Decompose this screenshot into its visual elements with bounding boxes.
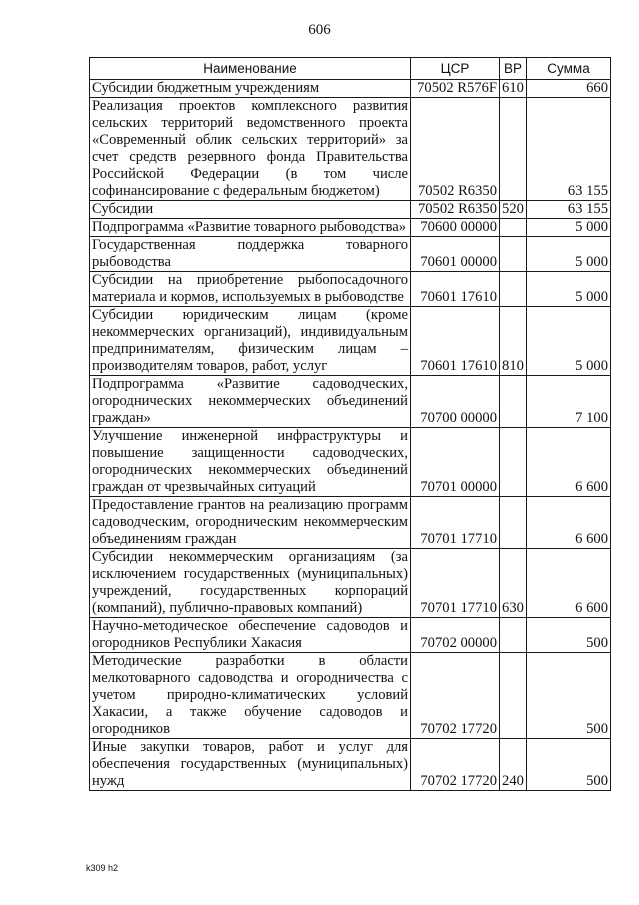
table-row: [90, 497, 611, 549]
row-sum: 63 155: [527, 201, 611, 219]
table-row: [90, 307, 611, 376]
row-csr: 70601 17610: [411, 272, 500, 307]
row-name: Методические разработки в области мелкотоварного садоводства и огородничества с учетом природно-климатических условий Хакасии, а также обучение садоводов и огородников: [90, 653, 411, 739]
table-row: [90, 219, 611, 237]
table-row: [90, 98, 611, 201]
table-row: [90, 80, 611, 98]
row-csr: 70601 17610: [411, 307, 500, 376]
row-vr: [500, 497, 527, 549]
row-csr: 70701 17710: [411, 497, 500, 549]
row-vr: 630: [500, 549, 527, 618]
row-vr: [500, 237, 527, 272]
row-sum: 500: [527, 653, 611, 739]
row-vr: [500, 376, 527, 428]
row-vr: 520: [500, 201, 527, 219]
row-name: Улучшение инженерной инфраструктуры и повышение защищенности садоводческих, огороднических некоммерческих объединений граждан от чрезвычайных ситуаций: [90, 428, 411, 497]
table-row: [90, 237, 611, 272]
row-vr: 610: [500, 80, 527, 98]
row-name: Научно-методическое обеспечение садоводов и огородников Республики Хакасия: [90, 618, 411, 653]
row-sum: 660: [527, 80, 611, 98]
row-sum: 6 600: [527, 549, 611, 618]
row-csr: 70702 00000: [411, 618, 500, 653]
row-name: Субсидии на приобретение рыбопосадочного материала и кормов, используемых в рыбоводстве: [90, 272, 411, 307]
row-name: Реализация проектов комплексного развития сельских территорий ведомственного проекта «Современный облик сельских территорий» за счет средств резервного фонда Правительства Российской Федерации (в том числе софинансирование с федеральным бюджетом): [90, 98, 411, 201]
table-header-row: [90, 58, 611, 80]
header-sum: Сумма: [527, 58, 611, 80]
row-name: Иные закупки товаров, работ и услуг для обеспечения государственных (муниципальных) нужд: [90, 739, 411, 791]
row-sum: 5 000: [527, 237, 611, 272]
table-row: [90, 618, 611, 653]
row-vr: [500, 618, 527, 653]
row-csr: 70601 00000: [411, 237, 500, 272]
row-sum: 6 600: [527, 428, 611, 497]
row-csr: 70600 00000: [411, 219, 500, 237]
table-row: [90, 549, 611, 618]
header-csr: ЦСР: [411, 58, 500, 80]
row-sum: 500: [527, 739, 611, 791]
row-name: Подпрограмма «Развитие садоводческих, огороднических некоммерческих объединений граждан»: [90, 376, 411, 428]
row-csr: 70502 R6350: [411, 98, 500, 201]
row-name: Субсидии: [90, 201, 411, 219]
row-vr: [500, 98, 527, 201]
row-name: Подпрограмма «Развитие товарного рыбоводства»: [90, 219, 411, 237]
row-sum: 7 100: [527, 376, 611, 428]
row-csr: 70502 R576F: [411, 80, 500, 98]
row-sum: 5 000: [527, 272, 611, 307]
row-csr: 70702 17720: [411, 739, 500, 791]
table-row: [90, 739, 611, 791]
row-csr: 70502 R6350: [411, 201, 500, 219]
row-vr: [500, 272, 527, 307]
page-number: 606: [308, 22, 331, 38]
table-row: [90, 201, 611, 219]
table-row: [90, 428, 611, 497]
row-csr: 70702 17720: [411, 653, 500, 739]
row-sum: 5 000: [527, 307, 611, 376]
row-sum: 63 155: [527, 98, 611, 201]
row-sum: 6 600: [527, 497, 611, 549]
row-csr: 70701 00000: [411, 428, 500, 497]
header-vr: ВР: [500, 58, 527, 80]
header-name: Наименование: [90, 58, 411, 80]
row-vr: [500, 428, 527, 497]
row-csr: 70701 17710: [411, 549, 500, 618]
table-row: [90, 376, 611, 428]
document-code: k309 h2: [86, 863, 119, 873]
row-name: Предоставление грантов на реализацию программ садоводческим, огородническим некоммерческим объединениям граждан: [90, 497, 411, 549]
budget-table: [89, 57, 611, 791]
row-sum: 500: [527, 618, 611, 653]
row-csr: 70700 00000: [411, 376, 500, 428]
row-name: Субсидии некоммерческим организациям (за исключением государственных (муниципальных) учреждений, государственных корпораций (компаний), публично-правовых компаний): [90, 549, 411, 618]
row-sum: 5 000: [527, 219, 611, 237]
row-name: Субсидии бюджетным учреждениям: [90, 80, 411, 98]
table-row: [90, 653, 611, 739]
row-name: Государственная поддержка товарного рыбоводства: [90, 237, 411, 272]
row-vr: [500, 219, 527, 237]
row-vr: 810: [500, 307, 527, 376]
row-name: Субсидии юридическим лицам (кроме некоммерческих организаций), индивидуальным предпринимателям, физическим лицам – производителям товаров, работ, услуг: [90, 307, 411, 376]
table-row: [90, 272, 611, 307]
row-vr: [500, 653, 527, 739]
row-vr: 240: [500, 739, 527, 791]
